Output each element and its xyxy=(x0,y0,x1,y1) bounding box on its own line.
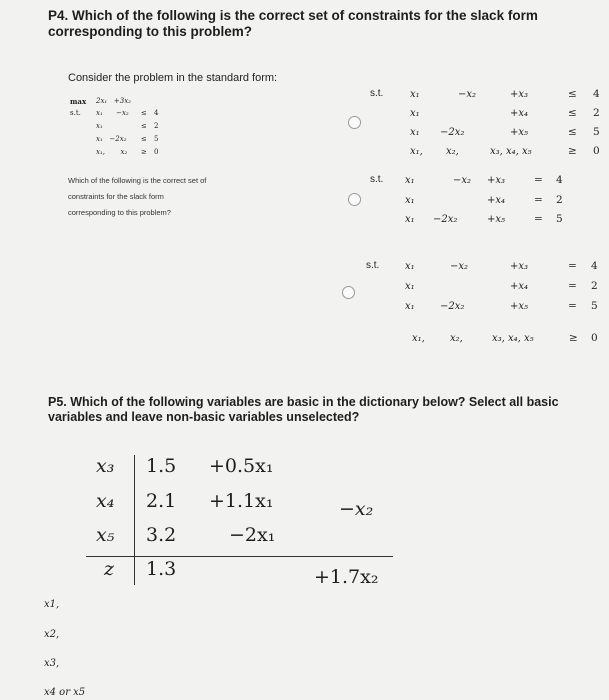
problem-row-2-rhs: 2 xyxy=(154,122,159,130)
dict-row2-t2: −x₂ xyxy=(339,498,374,520)
option-3-row4-b: x₂, xyxy=(450,333,463,344)
p4-question-line1: Which of the following is the correct set of xyxy=(68,176,207,185)
option-1-row2-rhs: 2 xyxy=(593,107,600,119)
option-3-row4-rel: ≥ xyxy=(569,332,578,344)
option-3-row3-rhs: 5 xyxy=(591,300,598,312)
option-3-row3-c: +x₅ xyxy=(510,301,529,312)
p5-title-line2: variables and leave non-basic variables unselected? xyxy=(48,410,360,424)
option-3-row3-a: x₁ xyxy=(405,301,415,312)
option-3-row2-rhs: 2 xyxy=(591,280,598,292)
option-3-row3-b: −2x₂ xyxy=(440,301,465,312)
option-2-row3-c: +x₅ xyxy=(487,214,506,225)
dict-row4-var: z xyxy=(104,558,115,580)
option-2-row2-c: +x₄ xyxy=(487,195,506,206)
option-3-row3-rel: = xyxy=(568,300,577,312)
option-3-row1-rhs: 4 xyxy=(591,260,598,272)
option-1-row2-a: x₁ xyxy=(410,108,420,119)
problem-row-1-lhs: x₁ −x₂ xyxy=(96,109,129,117)
option-3-row4-a: x₁, xyxy=(412,333,425,344)
option-3-radio[interactable] xyxy=(342,286,355,299)
option-3-row4-rhs: 0 xyxy=(591,332,598,344)
problem-row-2-rel: ≤ xyxy=(141,122,147,130)
p4-intro: Consider the problem in the standard form: xyxy=(68,72,278,84)
choice-x3[interactable]: x3, xyxy=(44,658,60,669)
option-2-row3-a: x₁ xyxy=(405,214,415,225)
option-3-row4-c: x₃, x₄, x₅ xyxy=(492,333,534,344)
p4-question-line2: constraints for the slack form xyxy=(68,192,164,201)
problem-row-1-rhs: 4 xyxy=(154,109,159,117)
option-3-row2-rel: = xyxy=(568,280,577,292)
problem-objective: 2x₁ +3x₂ xyxy=(96,97,131,105)
problem-row-3-rel: ≤ xyxy=(141,135,147,143)
problem-row-4-lhs: x₁, x₂ xyxy=(96,148,128,156)
problem-row-3-lhs: x₁ −2x₂ xyxy=(96,135,127,143)
option-3-st: s.t. xyxy=(366,260,380,271)
choice-x2[interactable]: x2, xyxy=(44,629,60,640)
option-1-row3-rhs: 5 xyxy=(593,126,600,138)
dict-row1-var: x₃ xyxy=(96,455,115,477)
option-1-row1-c: +x₃ xyxy=(510,89,529,100)
dict-row4-const: 1.3 xyxy=(146,558,177,580)
problem-st-label: s.t. xyxy=(70,109,81,117)
dict-row3-var: x₅ xyxy=(96,524,115,546)
choice-x1[interactable]: x1, xyxy=(44,599,60,610)
dict-row2-const: 2.1 xyxy=(146,490,177,512)
option-2-row2-rel: = xyxy=(534,194,543,206)
p4-question-line3: corresponding to this problem? xyxy=(68,208,171,217)
option-1-row4-a: x₁, xyxy=(410,146,423,157)
option-1-row4-rhs: 0 xyxy=(593,145,600,157)
problem-row-4-rhs: 0 xyxy=(154,148,159,156)
p5-title xyxy=(48,395,559,425)
option-1-row1-rhs: 4 xyxy=(593,88,600,100)
option-2-row1-a: x₁ xyxy=(405,175,415,186)
option-3-row2-c: +x₄ xyxy=(510,281,529,292)
problem-row-2-lhs: x₁ xyxy=(96,122,103,130)
p4-question xyxy=(68,173,206,221)
option-1-row3-c: +x₅ xyxy=(510,127,529,138)
option-1-row1-rel: ≤ xyxy=(568,88,577,100)
option-3-row1-c: +x₃ xyxy=(510,261,529,272)
choice-x4-or-x5[interactable]: x4 or x5 xyxy=(44,687,86,698)
option-2-st: s.t. xyxy=(370,174,384,185)
dict-row4-t2: +1.7x₂ xyxy=(314,566,379,588)
option-2-row1-b: −x₂ xyxy=(453,175,472,186)
p4-title-line1: P4. Which of the following is the correct set of constraints for the slack form xyxy=(48,8,538,23)
option-2-row3-rel: = xyxy=(534,213,543,225)
problem-row-4-rel: ≥ xyxy=(141,148,147,156)
option-1-row4-c: x₃, x₄, x₅ xyxy=(490,146,532,157)
option-3-row2-a: x₁ xyxy=(405,281,415,292)
dict-row3-t1: −2x₁ xyxy=(229,524,276,546)
option-1-row2-c: +x₄ xyxy=(510,108,529,119)
dict-row2-t1: +1.1x₁ xyxy=(209,490,274,512)
option-1-st: s.t. xyxy=(370,88,384,99)
option-2-radio[interactable] xyxy=(348,193,361,206)
option-2-row2-rhs: 2 xyxy=(556,194,563,206)
option-2-row1-rel: = xyxy=(534,174,543,186)
option-1-row3-rel: ≤ xyxy=(568,126,577,138)
problem-max-label: max xyxy=(70,97,87,106)
option-1-row1-b: −x₂ xyxy=(458,89,477,100)
dict-row3-const: 3.2 xyxy=(146,524,177,546)
option-1-row3-a: x₁ xyxy=(410,127,420,138)
option-2-row3-rhs: 5 xyxy=(556,213,563,225)
option-1-radio[interactable] xyxy=(348,116,361,129)
problem-row-3-rhs: 5 xyxy=(154,135,159,143)
option-1-row1-a: x₁ xyxy=(410,89,420,100)
p4-title-line2: corresponding to this problem? xyxy=(48,24,253,39)
dict-row1-t1: +0.5x₁ xyxy=(209,455,274,477)
option-1-row4-rel: ≥ xyxy=(568,145,577,157)
option-2-row1-rhs: 4 xyxy=(556,174,563,186)
option-2-row3-b: −2x₂ xyxy=(433,214,458,225)
option-3-row1-a: x₁ xyxy=(405,261,415,272)
dict-row1-const: 1.5 xyxy=(146,455,177,477)
option-3-row1-rel: = xyxy=(568,260,577,272)
dict-row2-var: x₄ xyxy=(96,490,115,512)
p4-title xyxy=(48,8,538,40)
dictionary-horizontal-rule xyxy=(86,556,393,557)
p5-title-line1: P5. Which of the following variables are basic in the dictionary below? Select all basic xyxy=(48,395,559,409)
option-2-row1-c: +x₃ xyxy=(487,175,506,186)
option-1-row2-rel: ≤ xyxy=(568,107,577,119)
option-1-row4-b: x₂, xyxy=(446,146,459,157)
option-3-row1-b: −x₂ xyxy=(450,261,469,272)
problem-row-1-rel: ≤ xyxy=(141,109,147,117)
option-1-row3-b: −2x₂ xyxy=(440,127,465,138)
option-2-row2-a: x₁ xyxy=(405,195,415,206)
dictionary-vertical-rule xyxy=(134,455,135,585)
